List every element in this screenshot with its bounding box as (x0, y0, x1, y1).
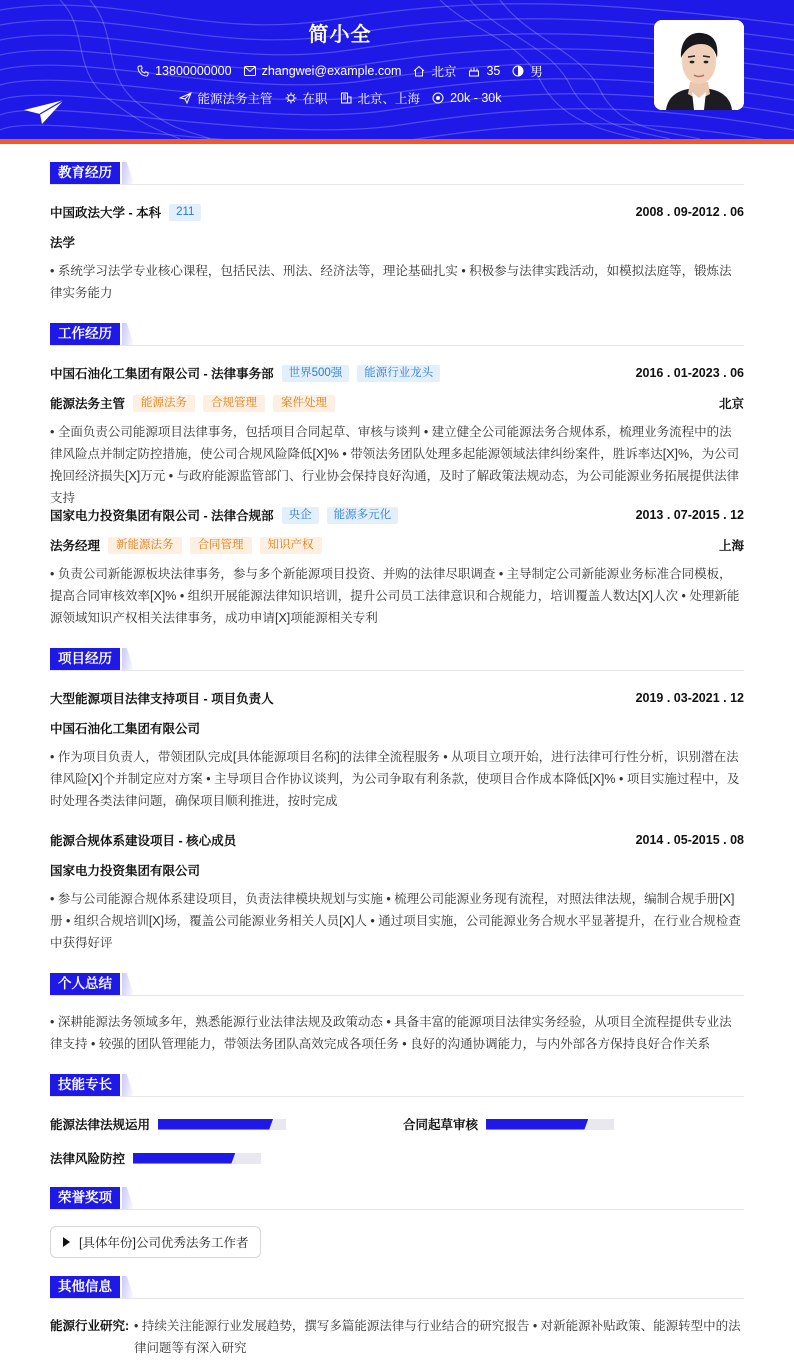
status-text: 在职 (302, 92, 328, 106)
building-icon (340, 92, 352, 104)
section-skills (50, 1074, 744, 1096)
company-tag: 能源行业龙头 (357, 365, 440, 382)
target-city-item (340, 89, 421, 107)
job-role: 法务经理 (50, 539, 101, 553)
salary-item (432, 91, 501, 105)
section-divider (50, 184, 744, 185)
project-title: 能源合规体系建设项目 - 核心成员 (50, 834, 237, 848)
skill-tag: 新能源法务 (108, 537, 182, 554)
skill-name: 法律风险防控 (50, 1152, 126, 1166)
position-text: 能源法务主管 (197, 92, 273, 106)
section-slant (122, 973, 134, 995)
skill-tag: 合规管理 (203, 395, 265, 412)
age-text: 35 (486, 64, 501, 78)
section-divider (50, 995, 744, 996)
section-summary (50, 973, 744, 995)
skill-bar-track (133, 1153, 261, 1164)
award-text: [具体年份]公司优秀法务工作者 (79, 1236, 249, 1250)
project-org: 中国石油化工集团有限公司 (50, 722, 201, 736)
status-item (285, 89, 328, 107)
section-slant (122, 648, 134, 670)
summary-text: • 深耕能源法务领域多年，熟悉能源行业法律法规及政策动态 • 具备丰富的能源项目法律实务经验，从项目全流程提供专业法律支持 • 较强的团队管理能力，带领法务团队高效完成各项任务 • 良好的沟通协调能力，与内外部各方保持良好合作关系 (50, 1015, 732, 1051)
job-intent-row (0, 89, 680, 107)
city-item (413, 62, 456, 80)
header-accent-bar (0, 139, 794, 144)
paper-plane-icon (24, 100, 64, 124)
skill-name: 能源法律法规运用 (50, 1118, 151, 1132)
gender-text: 男 (530, 65, 543, 79)
major-row (50, 233, 744, 251)
school-tag: 211 (169, 204, 201, 221)
section-title-work: 工作经历 (50, 323, 120, 345)
work-role-row (50, 536, 744, 554)
position-item (179, 89, 273, 107)
other-info-label: 能源行业研究: (50, 1319, 130, 1333)
section-awards (50, 1187, 744, 1209)
award-item[interactable] (50, 1226, 261, 1258)
gender-icon (512, 65, 524, 77)
skill-bar-fill (158, 1119, 273, 1130)
project-entry-header (50, 689, 744, 707)
skill-name: 合同起草审核 (403, 1118, 479, 1132)
skill-tag: 合同管理 (190, 537, 252, 554)
status-icon (285, 92, 297, 104)
contact-row (0, 62, 680, 80)
section-other (50, 1276, 744, 1298)
project-desc: • 作为项目负责人，带领团队完成[具体能源项目名称]的法律全流程服务 • 从项目立项开始，进行法律可行性分析，识别潜在法律风险[X]个并制定应对方案 • 主导项目合作协议谈判，为公司争取有利条款，使项目合作成本降低[X]% • 项目实施过程中，及时处理各类法律问题，确保项目顺利推进，按时完成 (50, 750, 740, 808)
salary-text: 20k - 30k (450, 91, 502, 105)
section-title-other: 其他信息 (50, 1276, 120, 1298)
skill-bar-track (158, 1119, 286, 1130)
coin-icon (432, 92, 444, 104)
section-divider (50, 1209, 744, 1210)
company-tag: 央企 (282, 507, 319, 524)
education-entry (50, 203, 744, 221)
section-title-project: 项目经历 (50, 648, 120, 670)
school-name: 中国政法大学 - 本科 (50, 206, 162, 220)
company-name: 中国石油化工集团有限公司 - 法律事务部 (50, 367, 274, 381)
skill-tag: 能源法务 (133, 395, 195, 412)
other-info-text: • 持续关注能源行业发展趋势，撰写多篇能源法律与行业结合的研究报告 • 对新能源补贴政策、能源转型中的法律问题等有深入研究 (134, 1319, 741, 1355)
section-divider (50, 1298, 744, 1299)
skill-item (50, 1115, 286, 1133)
section-work (50, 323, 744, 345)
section-divider (50, 670, 744, 671)
project-org: 国家电力投资集团有限公司 (50, 864, 201, 878)
send-icon (179, 92, 192, 104)
other-info-row (50, 1315, 744, 1359)
section-slant (122, 323, 134, 345)
avatar-photo (654, 20, 744, 110)
skill-tag: 知识产权 (260, 537, 322, 554)
work-entry-header (50, 506, 744, 524)
play-icon (63, 1237, 70, 1247)
project-date: 2014 . 05-2015 . 08 (635, 833, 744, 847)
education-desc: • 系统学习法学专业核心课程，包括民法、刑法、经济法等，理论基础扎实 • 积极参与法律实践活动，如模拟法庭等，锻炼法律实务能力 (50, 264, 732, 300)
project-entry-header (50, 831, 744, 849)
section-title-summary: 个人总结 (50, 973, 120, 995)
email-text: zhangwei@example.com (261, 64, 402, 78)
home-icon (413, 65, 425, 77)
candidate-name: 简小全 (308, 24, 372, 46)
company-tag: 世界500强 (282, 365, 350, 382)
skill-tag: 案件处理 (273, 395, 335, 412)
major: 法学 (50, 236, 76, 250)
target-city-text: 北京、上海 (357, 92, 421, 106)
phone-item (137, 64, 231, 78)
skill-bar-fill (486, 1119, 588, 1130)
section-title-education: 教育经历 (50, 162, 120, 184)
job-role: 能源法务主管 (50, 397, 126, 411)
section-slant (122, 162, 134, 184)
gender-item (512, 62, 543, 80)
work-desc: • 负责公司新能源板块法律事务，参与多个新能源项目投资、并购的法律尽职调查 • 主导制定公司新能源业务标准合同模板，提高合同审核效率[X]% • 组织开展能源法律知识培训，提升公司员工法律意识和合规能力，培训覆盖人数达[X]人次 • 处理新能源领域知识产权相关法律事务，成功申请[X]项能源相关专利 (50, 567, 740, 625)
project-org-row (50, 861, 744, 879)
section-divider (50, 345, 744, 346)
project-org-row (50, 719, 744, 737)
avatar (654, 20, 744, 110)
work-date: 2013 . 07-2015 . 12 (635, 508, 744, 522)
resume-header (0, 0, 794, 139)
company-tag: 能源多元化 (327, 507, 399, 524)
section-project (50, 648, 744, 670)
section-slant (122, 1276, 134, 1298)
skill-bar-track (486, 1119, 614, 1130)
section-slant (122, 1074, 134, 1096)
project-date: 2019 . 03-2021 . 12 (635, 691, 744, 705)
section-education (50, 162, 744, 184)
project-desc: • 参与公司能源合规体系建设项目，负责法律模块规划与实施 • 梳理公司能源业务现有流程，对照法律法规，编制合规手册[X]册 • 组织合规培训[X]场，覆盖公司能源业务相关人员[X]人 • 通过项目实施，公司能源业务合规水平显著提升，在行业合规检查中获得好评 (50, 892, 741, 950)
email-item (244, 64, 402, 78)
cake-icon (468, 65, 480, 77)
skill-item (403, 1115, 614, 1133)
work-role-row (50, 394, 744, 412)
work-desc: • 全面负责公司能源项目法律事务，包括项目合同起草、审核与谈判 • 建立健全公司能源法务合规体系，梳理业务流程中的法律风险点并制定防控措施，使公司合规风险降低[X]% • 带领法务团队处理多起能源领域法律纠纷案件，胜诉率达[X]%，为公司挽回经济损失[X]万元 • 与政府能源监管部门、行业协会保持良好沟通，及时了解政策法规动态，为公司能源业务拓展提供法律支持 (50, 425, 740, 505)
work-entry-header (50, 364, 744, 382)
section-slant (122, 1187, 134, 1209)
skill-item (50, 1149, 261, 1167)
education-date: 2008 . 09-2012 . 06 (635, 205, 744, 219)
section-title-awards: 荣誉奖项 (50, 1187, 120, 1209)
work-location: 上海 (718, 539, 744, 553)
project-title: 大型能源项目法律支持项目 - 项目负责人 (50, 692, 274, 706)
skill-bar-fill (133, 1153, 235, 1164)
age-item (468, 64, 500, 78)
section-title-skills: 技能专长 (50, 1074, 120, 1096)
phone-icon (137, 65, 149, 77)
company-name: 国家电力投资集团有限公司 - 法律合规部 (50, 509, 274, 523)
work-date: 2016 . 01-2023 . 06 (635, 366, 744, 380)
work-location: 北京 (718, 397, 744, 411)
section-divider (50, 1096, 744, 1097)
mail-icon (244, 66, 256, 76)
city-text: 北京 (431, 65, 457, 79)
phone-text: 13800000000 (155, 64, 232, 78)
